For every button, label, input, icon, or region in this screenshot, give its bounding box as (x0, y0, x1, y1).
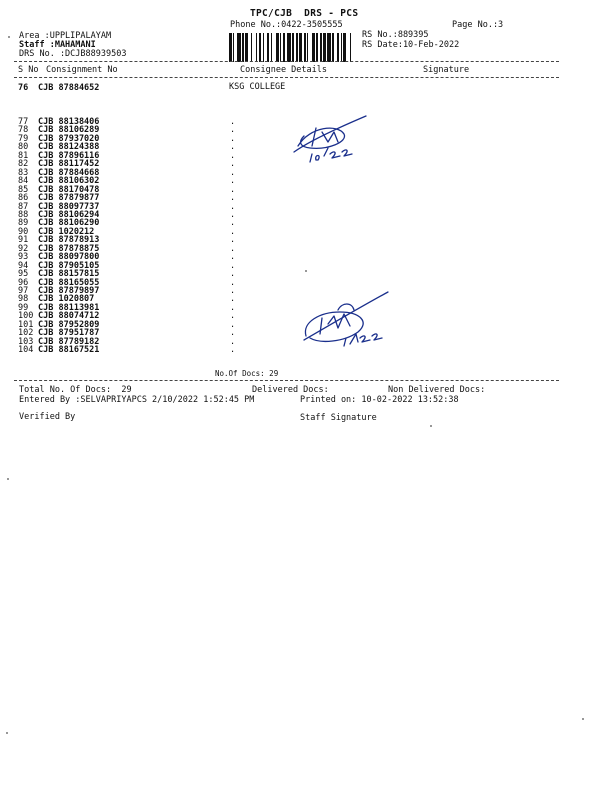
table-row-sno: 97 (18, 286, 29, 296)
table-row-sno: 86 (18, 193, 29, 204)
table-row-mark: . (230, 176, 236, 187)
table-row-mark: . (230, 117, 236, 127)
barcode-bar (351, 33, 352, 62)
table-row-mark: . (230, 235, 236, 246)
column-signature: Signature (423, 65, 470, 75)
scan-speck (6, 732, 8, 734)
scan-speck (8, 36, 10, 38)
table-row-consignment: CJB 87937020 (38, 133, 100, 144)
table-row (18, 346, 258, 356)
table-row-mark: . (230, 193, 236, 204)
table-row-sno: 90 (18, 226, 29, 237)
table-row-sno: 76 (18, 83, 29, 93)
table-row-consignment: CJB 88165055 (38, 277, 100, 288)
table-row-mark: . (230, 243, 236, 254)
table-row-mark: . (230, 167, 236, 178)
table-row-consignment: CJB 87879877 (38, 193, 100, 204)
table-row-consignment: CJB 87905105 (38, 260, 100, 271)
table-row-sno: 100 (18, 311, 34, 322)
table-row-mark: . (230, 218, 236, 229)
table-row-mark: . (230, 159, 236, 170)
table-row-sno: 99 (18, 302, 29, 313)
divider (14, 61, 559, 62)
table-row-consignment: CJB 87878913 (38, 235, 100, 246)
page-number: Page No.:3 (452, 20, 504, 30)
table-row-sno: 95 (18, 269, 29, 280)
verified-by: Verified By (19, 412, 76, 422)
table-row-sno: 88 (18, 209, 29, 220)
handwritten-signature-1 (288, 112, 378, 168)
table-row-sno: 98 (18, 294, 29, 305)
no-of-docs: No.Of Docs: 29 (215, 369, 279, 378)
table-row-sno: 89 (18, 218, 29, 229)
table-row-sno: 94 (18, 260, 29, 271)
table-row-sno: 104 (18, 345, 34, 356)
staff-signature: Staff Signature (300, 413, 377, 423)
table-row-mark: . (230, 201, 236, 212)
entered-by: Entered By :SELVAPRIYAPCS 2/10/2022 1:52:45 PM (19, 395, 255, 405)
table-row-sno: 78 (18, 125, 29, 136)
table-row-sno: 80 (18, 142, 29, 153)
divider (14, 380, 559, 381)
table-row-mark: . (230, 125, 236, 136)
table-row-sno: 83 (18, 167, 29, 178)
table-row-mark: . (230, 150, 236, 161)
table-row-consignment: CJB 88124388 (38, 142, 100, 153)
drs-number: DRS No. :DCJB88939503 (19, 49, 127, 59)
column-consignment: Consignment No (46, 65, 118, 75)
table-row-mark: . (230, 319, 236, 330)
table-row-consignment: CJB 87878875 (38, 243, 100, 254)
table-row-mark: . (230, 260, 236, 271)
handwritten-signature-2 (300, 288, 396, 350)
staff-label: Staff :MAHAMANI (19, 40, 96, 50)
divider (14, 77, 559, 78)
table-row-mark: . (230, 142, 236, 153)
table-row-consignment: CJB 88117452 (38, 159, 100, 170)
column-consignee: Consignee Details (240, 65, 327, 75)
table-row-sno: 93 (18, 252, 29, 263)
table-row-mark: . (230, 133, 236, 144)
table-row-consignment: CJB 88074712 (38, 311, 100, 322)
table-row-consignment: CJB 87951787 (38, 328, 100, 339)
table-row-sno: 79 (18, 133, 29, 144)
table-row-mark: . (230, 294, 236, 305)
table-row-mark: . (230, 328, 236, 339)
area-label: Area :UPPLIPALAYAM (19, 31, 112, 41)
table-row-consignment: CJB 88170478 (38, 184, 100, 195)
table-row-sno: 91 (18, 235, 29, 246)
rs-number: RS No.:889395 (362, 30, 429, 40)
table-row-mark: . (230, 209, 236, 220)
table-row-sno: 87 (18, 201, 29, 212)
table-row-sno: 102 (18, 328, 34, 339)
table-row-sno: 101 (18, 319, 34, 330)
column-sno: S No (18, 65, 39, 75)
table-row-mark: . (230, 226, 236, 237)
table-row-mark: . (230, 311, 236, 322)
table-row-mark: . (230, 302, 236, 313)
table-row-mark: . (230, 286, 236, 296)
table-row-consignment: CJB 88157815 (38, 269, 100, 280)
table-row-sno: 85 (18, 184, 29, 195)
table-row-consignment: CJB 1020807 (38, 294, 95, 305)
table-row-sno: 82 (18, 159, 29, 170)
table-row-consignment: CJB 88113981 (38, 302, 100, 313)
table-row-consignment: CJB 88097800 (38, 252, 100, 263)
barcode-image (229, 33, 353, 62)
table-row-consignee: KSG COLLEGE (229, 82, 286, 92)
table-row-consignment: CJB 87884652 (38, 83, 100, 93)
table-row-consignment: CJB 88106302 (38, 176, 100, 187)
table-row-mark: . (230, 336, 236, 347)
table-row-mark: . (230, 277, 236, 288)
table-row-mark: . (230, 269, 236, 280)
table-row-consignment: CJB 87879897 (38, 286, 100, 296)
table-row-consignment: CJB 87884668 (38, 167, 100, 178)
table-row-consignment: CJB 88097737 (38, 201, 100, 212)
table-row-consignment: CJB 87789182 (38, 336, 100, 347)
table-row-consignment: CJB 87952809 (38, 319, 100, 330)
table-row-consignment: CJB 1020212 (38, 226, 95, 237)
rs-date: RS Date:10-Feb-2022 (362, 40, 460, 50)
table-row-consignment: CJB 88106294 (38, 209, 100, 220)
table-row-sno: 96 (18, 277, 29, 288)
scan-speck (582, 718, 584, 720)
table-row-mark: . (230, 252, 236, 263)
table-row-consignment: CJB 88138406 (38, 117, 100, 127)
table-row-consignment: CJB 88106290 (38, 218, 100, 229)
delivered-docs: Delivered Docs: (252, 385, 329, 395)
table-row-sno: 81 (18, 150, 29, 161)
table-row-mark: . (230, 345, 236, 356)
document-title: TPC/CJB DRS - PCS (250, 8, 359, 19)
table-row-mark: . (230, 184, 236, 195)
scan-speck (7, 478, 9, 480)
scan-speck (305, 270, 307, 272)
table-row-consignment: CJB 88167521 (38, 345, 100, 356)
table-row-consignment: CJB 87896116 (38, 150, 100, 161)
table-row-sno: 77 (18, 117, 29, 127)
scan-speck (430, 425, 432, 427)
total-docs: Total No. Of Docs: 29 (19, 385, 132, 395)
phone-number: Phone No.:0422-3505555 (230, 20, 343, 30)
printed-on: Printed on: 10-02-2022 13:52:38 (300, 395, 459, 405)
table-row-sno: 92 (18, 243, 29, 254)
table-row-sno: 103 (18, 336, 34, 347)
table-row-sno: 84 (18, 176, 29, 187)
table-row-consignment: CJB 88106289 (38, 125, 100, 136)
non-delivered-docs: Non Delivered Docs: (388, 385, 486, 395)
